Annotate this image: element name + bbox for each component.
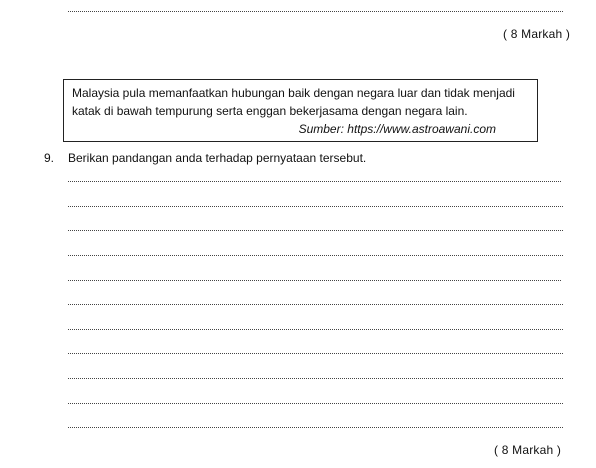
answer-line[interactable] — [68, 206, 563, 207]
answer-line[interactable] — [68, 403, 563, 404]
question-number: 9. — [44, 151, 55, 165]
answer-line[interactable] — [68, 304, 563, 305]
answer-line[interactable] — [68, 329, 563, 330]
quote-line-1: Malaysia pula memanfaatkan hubungan baik dengan negara luar dan tidak menjadi — [72, 86, 515, 100]
marks-label-question-9: ( 8 Markah ) — [494, 443, 562, 457]
answer-line[interactable] — [68, 230, 563, 231]
marks-label-previous: ( 8 Markah ) — [503, 27, 571, 41]
answer-line[interactable] — [68, 11, 563, 12]
question-9 — [44, 150, 366, 166]
answer-line[interactable] — [68, 280, 561, 281]
answer-line[interactable] — [68, 181, 561, 182]
answer-line[interactable] — [68, 378, 563, 379]
answer-line[interactable] — [68, 353, 563, 354]
answer-line[interactable] — [68, 255, 563, 256]
source-quote-box — [63, 79, 538, 142]
quote-line-2: katak di bawah tempurung serta enggan bekerjasama dengan negara lain. — [72, 104, 468, 118]
question-text: Berikan pandangan anda terhadap pernyataan tersebut. — [68, 151, 367, 165]
quote-source: Sumber: https://www.astroawani.com — [298, 122, 496, 136]
answer-line[interactable] — [68, 427, 563, 428]
